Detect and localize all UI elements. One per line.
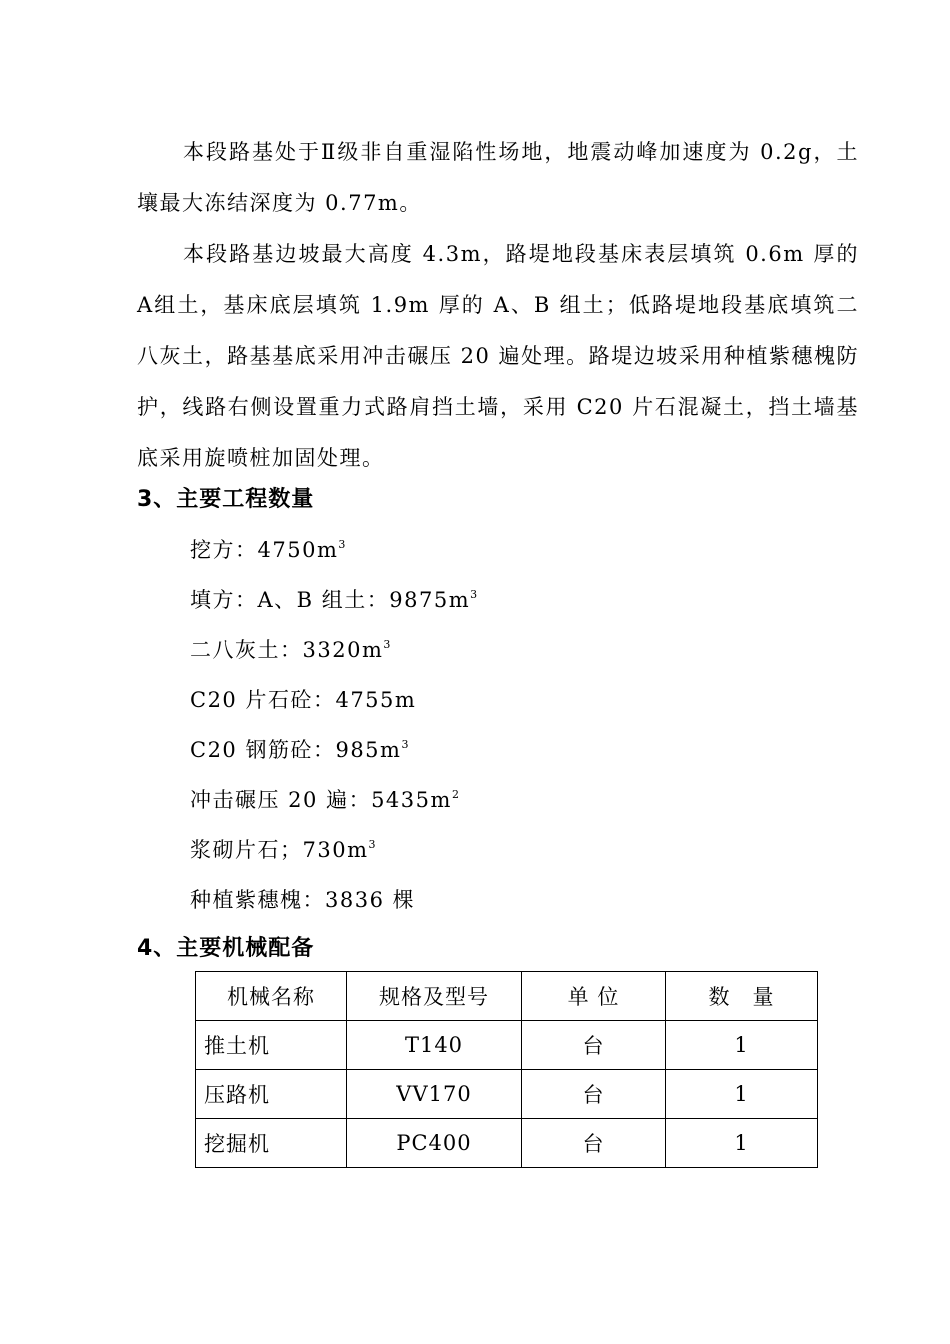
cell-model: PC400 xyxy=(347,1119,522,1168)
cell-machine-name: 挖掘机 xyxy=(196,1119,347,1168)
list-item: C20 钢筋砼：$985m^3$ xyxy=(190,738,409,762)
section-heading-quantities: 3、主要工程数量 xyxy=(137,487,315,512)
column-header-model: 规格及型号 xyxy=(347,972,522,1021)
paragraph-site-conditions: 本段路基处于Ⅱ级非自重湿陷性场地，地震动峰加速度为 0.2g，土壤最大冻结深度为 0.77m。 xyxy=(137,140,859,215)
cell-quantity: 1 xyxy=(666,1119,818,1168)
list-item: C20 片石砼：4755m xyxy=(190,688,417,712)
column-header-quantity: 数 量 xyxy=(666,972,818,1021)
quantity-list xyxy=(190,525,477,925)
cell-unit: 台 xyxy=(522,1021,666,1070)
table-row xyxy=(196,1070,818,1119)
machinery-table xyxy=(195,971,818,1168)
table-row xyxy=(196,1021,818,1070)
section-heading-machinery: 4、主要机械配备 xyxy=(137,936,315,961)
table-row xyxy=(196,1119,818,1168)
list-item: 填方：A、B 组土：$9875m^3$ xyxy=(190,588,478,612)
cell-unit: 台 xyxy=(522,1119,666,1168)
cell-model: VV170 xyxy=(347,1070,522,1119)
cell-quantity: 1 xyxy=(666,1021,818,1070)
list-item: 种植紫穗槐：3836 棵 xyxy=(190,888,416,912)
cell-model: T140 xyxy=(347,1021,522,1070)
list-item: 挖方：$4750m^3$ xyxy=(190,538,346,562)
paragraph-subgrade-design: 本段路基边坡最大高度 4.3m，路堤地段基床表层填筑 0.6m 厚的A组土，基床底层填筑 1.9m 厚的 A、B 组土；低路堤地段基底填筑二八灰土，路基基底采用冲击碾压 20 遍处理。路堤边坡采用种植紫穗槐防护，线路右侧设置重力式路肩挡土墙，采用 C20 片石混凝土，挡土墙基底采用旋喷桩加固处理。 xyxy=(137,242,859,470)
list-item: 二八灰土：$3320m^3$ xyxy=(190,638,391,662)
column-header-machine-name: 机械名称 xyxy=(196,972,347,1021)
cell-machine-name: 压路机 xyxy=(196,1070,347,1119)
cell-machine-name: 推土机 xyxy=(196,1021,347,1070)
cell-quantity: 1 xyxy=(666,1070,818,1119)
table-header-row xyxy=(196,972,818,1021)
list-item: 浆砌片石；$730m^3$ xyxy=(190,838,376,862)
column-header-unit: 单 位 xyxy=(522,972,666,1021)
cell-unit: 台 xyxy=(522,1070,666,1119)
list-item: 冲击碾压 20 遍：$5435m^2$ xyxy=(190,788,459,812)
